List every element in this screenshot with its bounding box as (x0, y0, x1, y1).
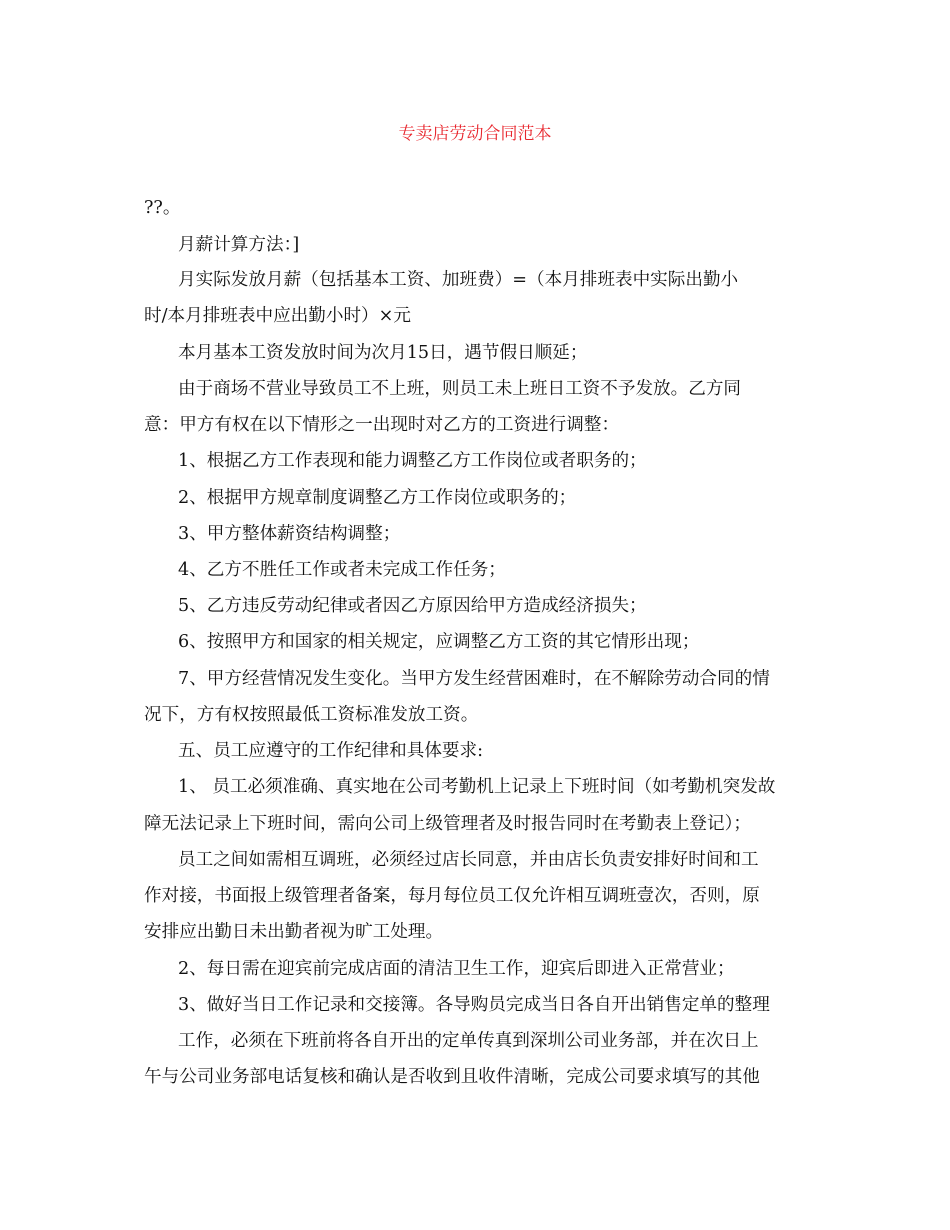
list-item: 1、 员工必须准确、真实地在公司考勤机上记录上下班时间（如考勤机突发故 (178, 777, 776, 797)
text-line: 安排应出勤日未出勤者视为旷工处理。 (144, 922, 444, 942)
list-item: 3、做好当日工作记录和交接簿。各导购员完成当日各自开出销售定单的整理 (178, 995, 770, 1015)
text-line: ??。 (144, 198, 181, 218)
text-line: 意：甲方有权在以下情形之一出现时对乙方的工资进行调整： (144, 415, 620, 435)
list-item: 5、乙方违反劳动纪律或者因乙方原因给甲方造成经济损失； (178, 596, 647, 616)
list-item: 2、每日需在迎宾前完成店面的清洁卫生工作，迎宾后即进入正常营业； (178, 959, 735, 979)
text-line: 况下，方有权按照最低工资标准发放工资。 (144, 705, 479, 725)
section-heading: 五、员工应遵守的工作纪律和具体要求: (178, 741, 484, 761)
text-line: 月实际发放月薪（包括基本工资、加班费）=（本月排班表中实际出勤小 (178, 270, 739, 290)
text-line: 工作，必须在下班前将各自开出的定单传真到深圳公司业务部，并在次日上 (178, 1031, 759, 1051)
list-item: 6、按照甲方和国家的相关规定，应调整乙方工资的其它情形出现； (178, 632, 700, 652)
text-line: 障无法记录上下班时间，需向公司上级管理者及时报告同时在考勤表上登记）； (144, 814, 751, 834)
list-item: 4、乙方不胜任工作或者未完成工作任务； (178, 560, 506, 580)
text-line: 午与公司业务部电话复核和确认是否收到且收件清晰，完成公司要求填写的其他 (144, 1067, 760, 1087)
list-item: 1、根据乙方工作表现和能力调整乙方工作岗位或者职务的； (178, 451, 647, 471)
text-line: 月薪计算方法：] (178, 235, 300, 255)
document-title: 专卖店劳动合同范本 (398, 124, 552, 144)
text-line: 时/本月排班表中应出勤小时）×元 (144, 306, 411, 326)
list-item: 3、甲方整体薪资结构调整； (178, 524, 401, 544)
list-item: 2、根据甲方规章制度调整乙方工作岗位或职务的； (178, 488, 577, 508)
text-line: 由于商场不营业导致员工不上班，则员工未上班日工资不予发放。乙方同 (178, 379, 742, 399)
text-line: 本月基本工资发放时间为次月15日，遇节假日顺延； (178, 343, 588, 363)
text-line: 作对接，书面报上级管理者备案，每月每位员工仅允许相互调班壹次，否则，原 (144, 886, 760, 906)
text-line: 员工之间如需相互调班，必须经过店长同意，并由店长负责安排好时间和工 (178, 850, 759, 870)
list-item: 7、甲方经营情况发生变化。当甲方发生经营困难时，在不解除劳动合同的情 (178, 669, 770, 689)
